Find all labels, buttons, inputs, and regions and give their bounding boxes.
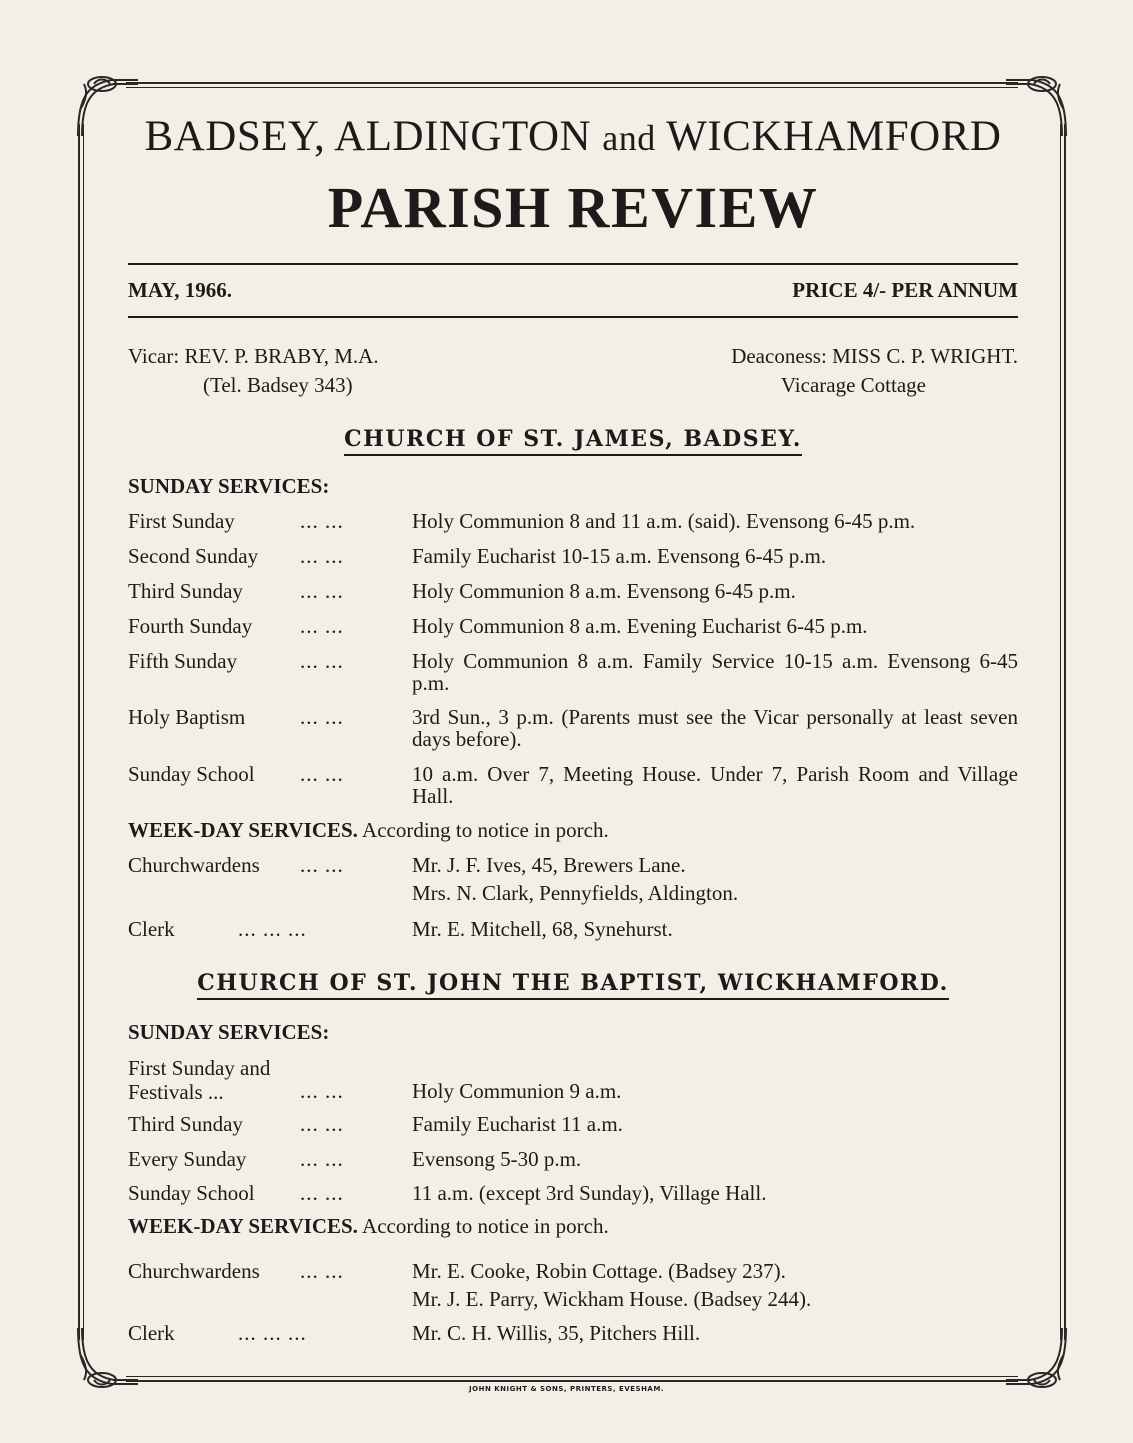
section-title-wickhamford: CHURCH OF ST. JOHN THE BAPTIST, WICKHAMFORD. (128, 970, 1018, 996)
vicar-tel: (Tel. Badsey 343) (203, 373, 353, 397)
issue-date: MAY, 1966. (128, 278, 233, 302)
deaconess-address: Vicarage Cottage (780, 373, 926, 397)
deaconess-name: Deaconess: MISS C. P. WRIGHT. (731, 344, 1018, 368)
sunday-services-heading: SUNDAY SERVICES: (128, 1020, 330, 1044)
vicar-name: Vicar: REV. P. BRABY, M.A. (128, 344, 379, 368)
page-title: PARISH REVIEW (327, 175, 819, 240)
issue-price: PRICE 4/- PER ANNUM (792, 278, 1018, 302)
divider (128, 316, 1018, 318)
divider (128, 263, 1018, 265)
deaconess-block (731, 342, 1018, 400)
service-row: First Sunday and Festivals ... ... ... Holy Communion 9 a.m. (128, 1056, 622, 1104)
weekday-services: WEEK-DAY SERVICES. According to notice in porch. (128, 1214, 609, 1238)
weekday-services: WEEK-DAY SERVICES. According to notice in porch. (128, 818, 609, 842)
printer-imprint: JOHN KNIGHT & SONS, PRINTERS, EVESHAM. (469, 1385, 664, 1393)
vicar-block (128, 342, 379, 400)
masthead-parishes: BADSEY, ALDINGTON and WICKHAMFORD (144, 113, 1002, 160)
section-title-badsey: CHURCH OF ST. JAMES, BADSEY. (128, 426, 1018, 452)
sunday-services-heading: SUNDAY SERVICES: (128, 474, 330, 498)
